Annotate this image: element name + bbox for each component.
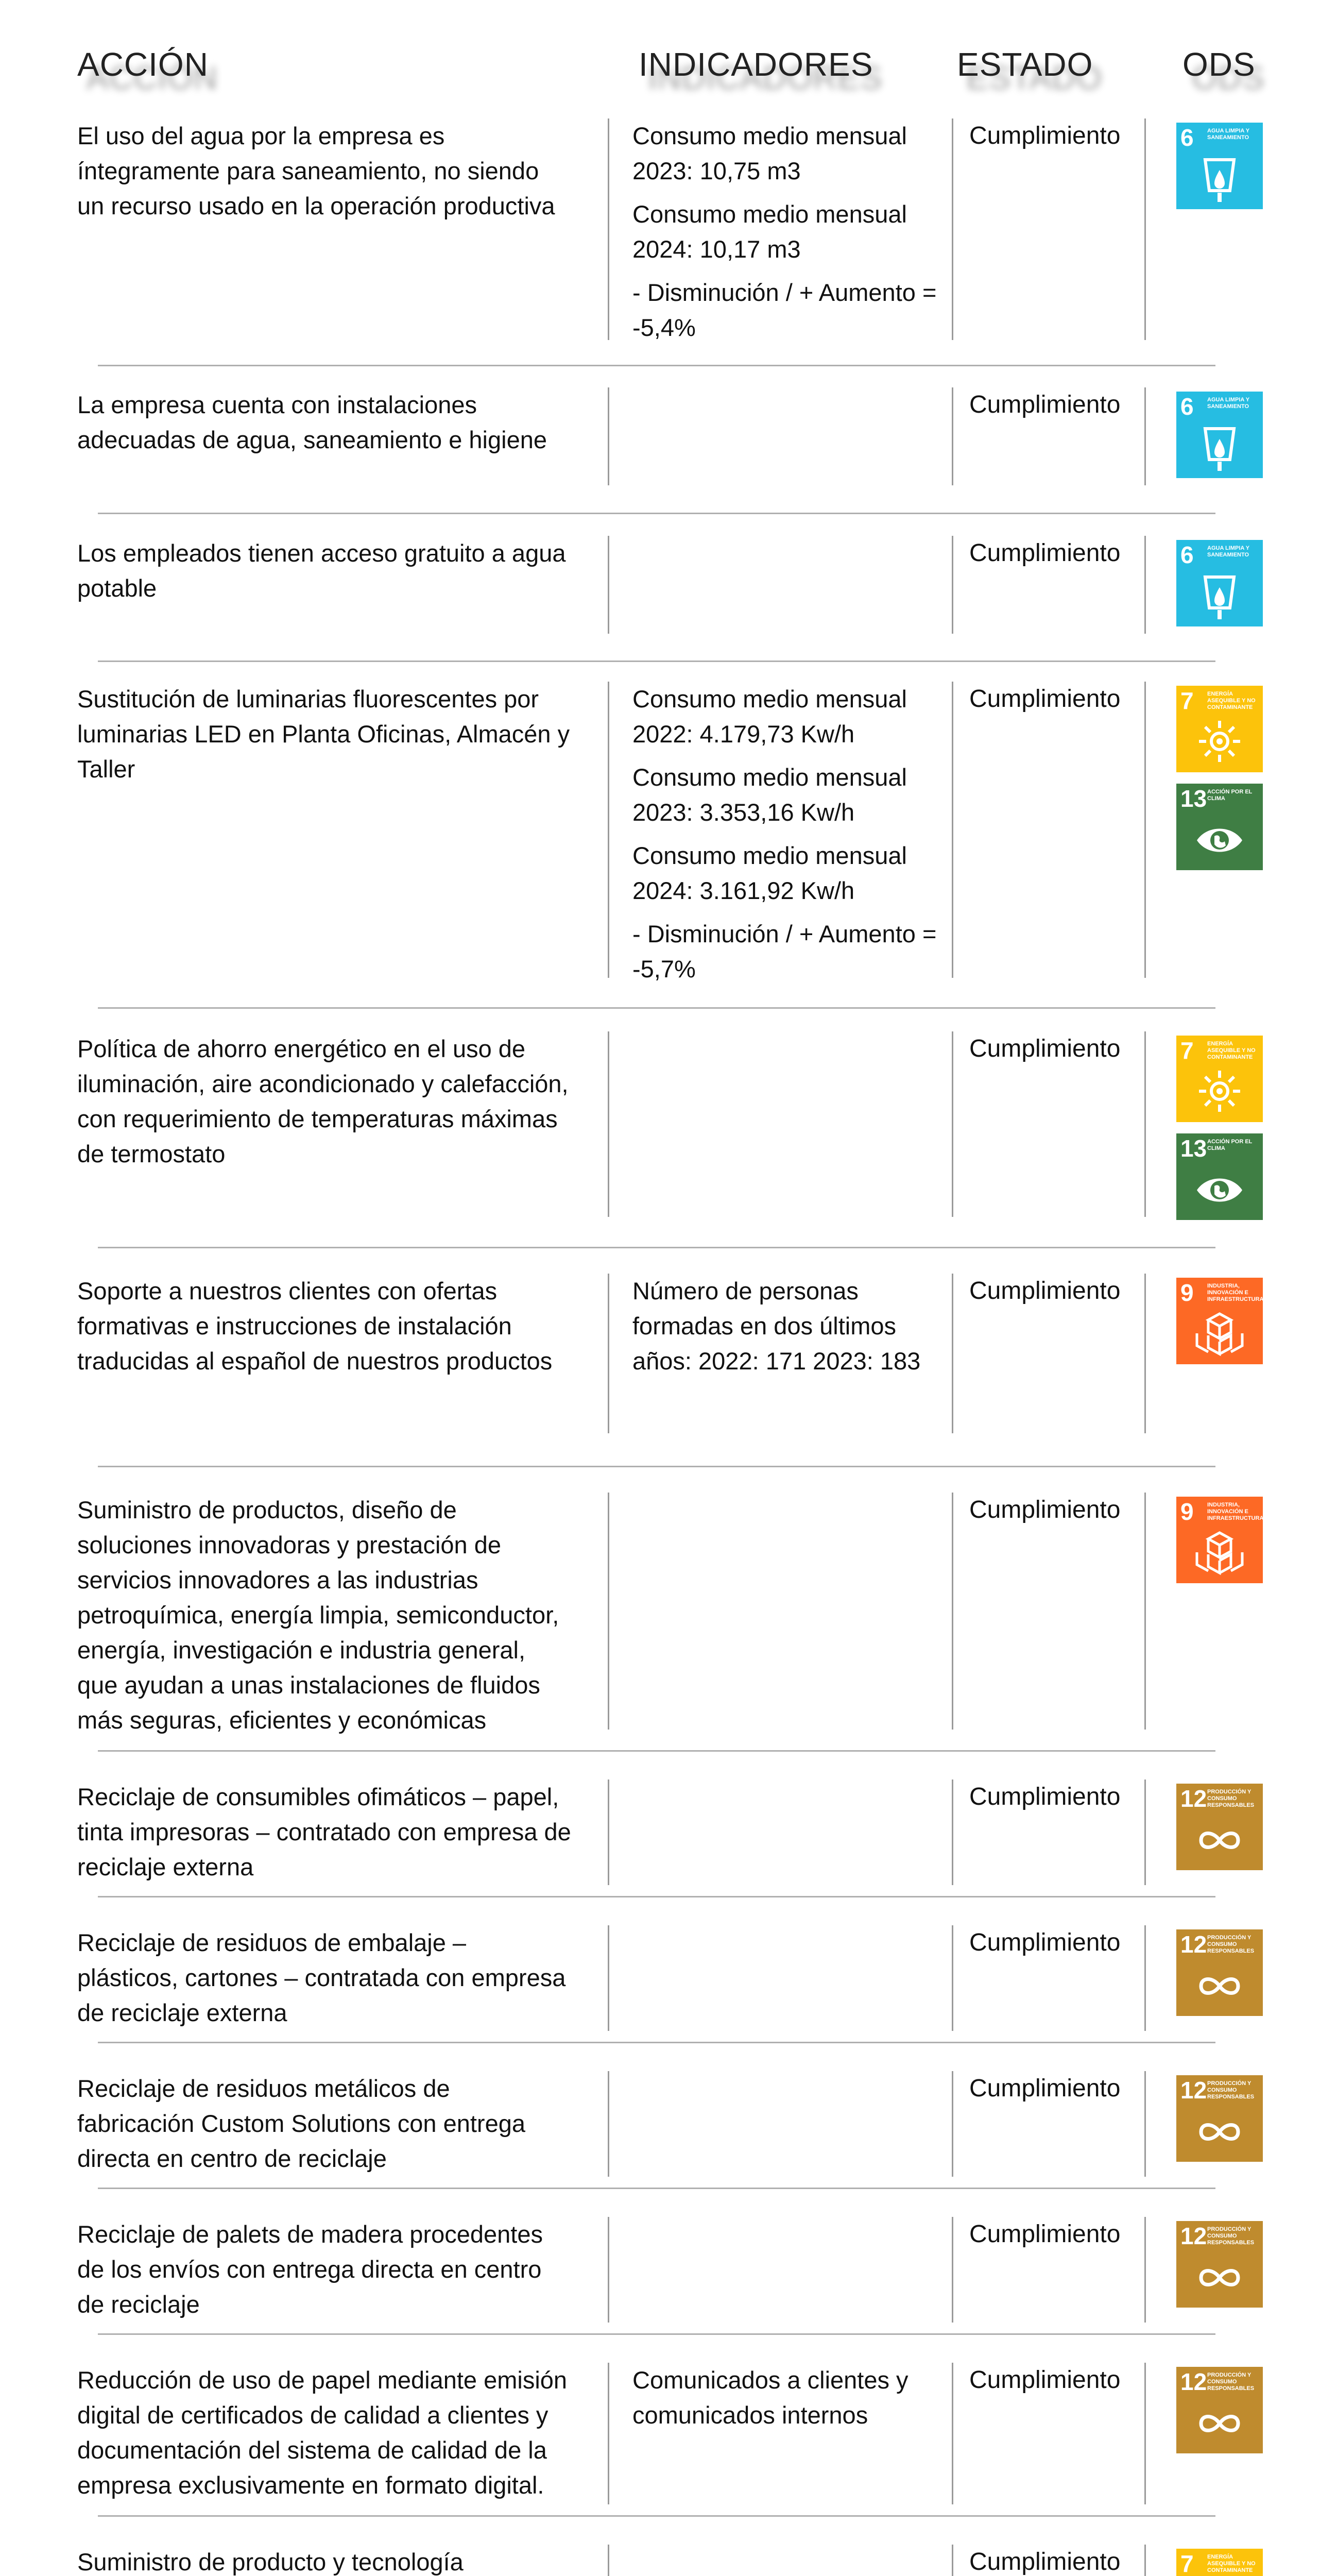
column-divider bbox=[952, 1925, 953, 2031]
column-divider bbox=[952, 1493, 953, 1730]
row-separator bbox=[98, 660, 1215, 662]
row-separator bbox=[98, 1247, 1215, 1248]
ods-icons bbox=[1176, 540, 1263, 638]
estado-text: Cumplimiento bbox=[969, 1496, 1121, 1523]
column-divider bbox=[952, 2071, 953, 2177]
ods-12-infinity-icon bbox=[1176, 1929, 1263, 2016]
column-divider bbox=[608, 2545, 609, 2576]
indicador-text: Consumo medio mensual 2022: 4.179,73 Kw/h bbox=[632, 685, 907, 748]
column-divider bbox=[1144, 536, 1146, 634]
ods-12-infinity-icon bbox=[1176, 2075, 1263, 2162]
indicadores-cell bbox=[632, 1274, 952, 1387]
ods-icons bbox=[1176, 1278, 1263, 1376]
column-divider bbox=[952, 2545, 953, 2576]
ods-number: 13 bbox=[1180, 785, 1207, 812]
indicador-text: Número de personas formadas en dos últimos años: 2022: 171 2023: 183 bbox=[632, 1277, 921, 1375]
ods-number: 7 bbox=[1180, 1037, 1194, 1064]
ods-label: INDUSTRIA, INNOVACIÓN E INFRAESTRUCTURA bbox=[1207, 1283, 1264, 1302]
row-separator bbox=[98, 2042, 1215, 2043]
estado-text: Cumplimiento bbox=[969, 2548, 1121, 2575]
column-divider bbox=[608, 536, 609, 634]
column-divider bbox=[1144, 387, 1146, 485]
row-separator bbox=[98, 2188, 1215, 2189]
ods-label: AGUA LIMPIA Y SANEAMIENTO bbox=[1207, 545, 1249, 558]
row-separator bbox=[98, 513, 1215, 514]
column-divider bbox=[1144, 1274, 1146, 1433]
estado-text: Cumplimiento bbox=[969, 1277, 1121, 1304]
column-divider bbox=[1144, 1493, 1146, 1730]
estado-text: Cumplimiento bbox=[969, 539, 1121, 567]
ods-icons bbox=[1176, 2075, 1263, 2173]
ods-number: 9 bbox=[1180, 1279, 1194, 1306]
accion-text: Suministro de producto y tecnología bbox=[77, 2548, 464, 2575]
estado-text: Cumplimiento bbox=[969, 1783, 1121, 1810]
column-divider bbox=[952, 118, 953, 340]
column-divider bbox=[608, 118, 609, 340]
estado-text: Cumplimiento bbox=[969, 391, 1121, 418]
indicadores-cell bbox=[632, 682, 952, 995]
ods-number: 12 bbox=[1180, 2368, 1207, 2395]
ods-number: 12 bbox=[1180, 2077, 1207, 2104]
indicador-text: - Disminución / + Aumento = -5,7% bbox=[632, 920, 937, 982]
column-divider bbox=[952, 1780, 953, 1885]
ods-6-water-drop-glass-icon bbox=[1176, 123, 1263, 209]
ods-6-water-drop-glass-icon bbox=[1176, 392, 1263, 478]
indicador-text: Consumo medio mensual 2023: 10,75 m3 bbox=[632, 122, 907, 184]
accion-text: Sustitución de luminarias fluorescentes por luminarias LED en Planta Oficinas, Almacén y Taller bbox=[77, 685, 570, 783]
ods-9-cubes-icon bbox=[1176, 1497, 1263, 1583]
ods-icons bbox=[1176, 2549, 1263, 2576]
ods-label: ACCIÓN POR EL CLIMA bbox=[1207, 789, 1253, 802]
estado-text: Cumplimiento bbox=[969, 1929, 1121, 1956]
table-row bbox=[77, 387, 1249, 485]
row-separator bbox=[98, 2515, 1215, 2517]
ods-label: INDUSTRIA, INNOVACIÓN E INFRAESTRUCTURA bbox=[1207, 1502, 1264, 1521]
column-divider bbox=[952, 2363, 953, 2504]
ods-12-infinity-icon bbox=[1176, 2367, 1263, 2453]
table-row bbox=[77, 536, 1249, 634]
row-separator bbox=[98, 1896, 1215, 1897]
header-ods: ODS bbox=[1182, 46, 1256, 83]
indicadores-cell bbox=[632, 118, 952, 353]
accion-text: Reciclaje de palets de madera procedentes de los envíos con entrega directa en centro de reciclaje bbox=[77, 2221, 543, 2318]
ods-number: 9 bbox=[1180, 1498, 1194, 1525]
ods-label: ENERGÍA ASEQUIBLE Y NO CONTAMINANTE bbox=[1207, 2554, 1256, 2573]
table-row bbox=[77, 1780, 1255, 1885]
column-divider bbox=[952, 1031, 953, 1217]
ods-label: PRODUCCIÓN Y CONSUMO RESPONSABLES bbox=[1207, 1935, 1255, 1954]
table-row bbox=[77, 2217, 1255, 2323]
accion-text: Suministro de productos, diseño de soluciones innovadoras y prestación de servicios innovadores a las industrias petroquímica, energía limpia, semiconductor, energía, investigación e industria general, que ayudan a unas instalaciones de fluidos más seguras, eficientes y económicas bbox=[77, 1496, 559, 1734]
ods-icons bbox=[1176, 2221, 1263, 2319]
accion-text: El uso del agua por la empresa es íntegramente para saneamiento, no siendo un recurso usado en la operación productiva bbox=[77, 122, 555, 219]
accion-text: Política de ahorro energético en el uso de iluminación, aire acondicionado y calefacción, con requerimiento de temperaturas máximas de termostato bbox=[77, 1035, 569, 1167]
row-separator bbox=[98, 1466, 1215, 1467]
column-divider bbox=[608, 2217, 609, 2323]
ods-number: 12 bbox=[1180, 1785, 1207, 1812]
column-divider bbox=[608, 387, 609, 485]
ods-7-sun-power-icon bbox=[1176, 686, 1263, 772]
indicador-text: Consumo medio mensual 2024: 10,17 m3 bbox=[632, 200, 907, 263]
column-divider bbox=[608, 2071, 609, 2177]
header-indicadores: INDICADORES bbox=[639, 46, 873, 83]
indicador-text: - Disminución / + Aumento = -5,4% bbox=[632, 279, 937, 341]
accion-text: Los empleados tienen acceso gratuito a agua potable bbox=[77, 539, 566, 602]
column-divider bbox=[1144, 1925, 1146, 2031]
column-divider bbox=[608, 1031, 609, 1217]
ods-label: PRODUCCIÓN Y CONSUMO RESPONSABLES bbox=[1207, 2226, 1255, 2246]
ods-label: AGUA LIMPIA Y SANEAMIENTO bbox=[1207, 128, 1249, 141]
column-divider bbox=[952, 1274, 953, 1433]
column-divider bbox=[1144, 118, 1146, 340]
table-row bbox=[77, 118, 1249, 341]
column-divider bbox=[1144, 2363, 1146, 2504]
table-row bbox=[77, 1925, 1255, 2031]
ods-9-cubes-icon bbox=[1176, 1278, 1263, 1364]
estado-text: Cumplimiento bbox=[969, 1035, 1121, 1062]
table-row bbox=[77, 1493, 1264, 1734]
ods-12-infinity-icon bbox=[1176, 1784, 1263, 1870]
ods-label: ACCIÓN POR EL CLIMA bbox=[1207, 1139, 1253, 1151]
ods-number: 6 bbox=[1180, 124, 1194, 151]
row-separator bbox=[98, 1750, 1215, 1752]
ods-label: PRODUCCIÓN Y CONSUMO RESPONSABLES bbox=[1207, 2372, 1255, 2392]
indicadores-cell bbox=[632, 2363, 952, 2441]
table-row bbox=[77, 1031, 1256, 1217]
column-divider bbox=[608, 2363, 609, 2504]
column-divider bbox=[1144, 1031, 1146, 1217]
ods-label: PRODUCCIÓN Y CONSUMO RESPONSABLES bbox=[1207, 1789, 1255, 1808]
accion-text: Soporte a nuestros clientes con ofertas formativas e instrucciones de instalación traducidas al español de nuestros productos bbox=[77, 1277, 553, 1375]
ods-icons bbox=[1176, 1497, 1263, 1595]
indicador-text: Consumo medio mensual 2024: 3.161,92 Kw/h bbox=[632, 842, 907, 904]
estado-text: Cumplimiento bbox=[969, 2221, 1121, 2248]
column-divider bbox=[952, 2217, 953, 2323]
ods-number: 13 bbox=[1180, 1135, 1207, 1162]
ods-icons bbox=[1176, 2367, 1263, 2465]
ods-icons bbox=[1176, 686, 1263, 882]
ods-7-sun-power-icon bbox=[1176, 2549, 1263, 2576]
header-accion: ACCIÓN bbox=[77, 46, 209, 83]
row-separator bbox=[98, 1007, 1215, 1009]
ods-13-earth-eye-icon bbox=[1176, 1133, 1263, 1220]
column-divider bbox=[1144, 682, 1146, 978]
table-row bbox=[77, 1274, 1264, 1433]
ods-number: 7 bbox=[1180, 687, 1194, 714]
ods-number: 6 bbox=[1180, 541, 1194, 568]
accion-text: Reducción de uso de papel mediante emisión digital de certificados de calidad a clientes y documentación del sistema de calidad de la empresa exclusivamente en formato digital. bbox=[77, 2366, 568, 2499]
ods-icons bbox=[1176, 123, 1263, 221]
ods-icons bbox=[1176, 392, 1263, 489]
column-divider bbox=[952, 536, 953, 634]
row-separator bbox=[98, 2333, 1215, 2335]
ods-number: 7 bbox=[1180, 2550, 1194, 2576]
estado-text: Cumplimiento bbox=[969, 2366, 1121, 2394]
table-row bbox=[77, 2545, 1256, 2576]
table-row bbox=[77, 2071, 1255, 2177]
ods-icons bbox=[1176, 1784, 1263, 1882]
ods-12-infinity-icon bbox=[1176, 2221, 1263, 2308]
ods-7-sun-power-icon bbox=[1176, 1036, 1263, 1122]
estado-text: Cumplimiento bbox=[969, 122, 1121, 149]
column-divider bbox=[608, 1925, 609, 2031]
ods-label: ENERGÍA ASEQUIBLE Y NO CONTAMINANTE bbox=[1207, 1041, 1256, 1060]
header-estado: ESTADO bbox=[957, 46, 1093, 83]
ods-number: 12 bbox=[1180, 2223, 1207, 2249]
ods-13-earth-eye-icon bbox=[1176, 784, 1263, 870]
accion-text: La empresa cuenta con instalaciones adecuadas de agua, saneamiento e higiene bbox=[77, 391, 547, 453]
column-divider bbox=[608, 1274, 609, 1433]
table-row bbox=[77, 682, 1256, 982]
accion-text: Reciclaje de consumibles ofimáticos – papel, tinta impresoras – contratado con empresa de reciclaje externa bbox=[77, 1783, 571, 1880]
ods-label: AGUA LIMPIA Y SANEAMIENTO bbox=[1207, 397, 1249, 410]
column-divider bbox=[952, 387, 953, 485]
table-row bbox=[77, 2363, 1255, 2504]
ods-label: ENERGÍA ASEQUIBLE Y NO CONTAMINANTE bbox=[1207, 691, 1256, 710]
column-divider bbox=[1144, 2071, 1146, 2177]
ods-label: PRODUCCIÓN Y CONSUMO RESPONSABLES bbox=[1207, 2080, 1255, 2100]
ods-6-water-drop-glass-icon bbox=[1176, 540, 1263, 626]
column-divider bbox=[608, 1780, 609, 1885]
column-divider bbox=[1144, 2545, 1146, 2576]
indicador-text: Comunicados a clientes y comunicados internos bbox=[632, 2366, 908, 2429]
column-divider bbox=[952, 682, 953, 978]
column-divider bbox=[1144, 1780, 1146, 1885]
accion-text: Reciclaje de residuos de embalaje – plásticos, cartones – contratada con empresa de reciclaje externa bbox=[77, 1929, 566, 2026]
column-divider bbox=[608, 682, 609, 978]
ods-number: 6 bbox=[1180, 393, 1194, 420]
column-divider bbox=[1144, 2217, 1146, 2323]
ods-icons bbox=[1176, 1036, 1263, 1231]
column-divider bbox=[608, 1493, 609, 1730]
ods-icons bbox=[1176, 1929, 1263, 2027]
ods-number: 12 bbox=[1180, 1931, 1207, 1958]
estado-text: Cumplimiento bbox=[969, 685, 1121, 713]
row-separator bbox=[98, 365, 1215, 366]
estado-text: Cumplimiento bbox=[969, 2075, 1121, 2102]
indicador-text: Consumo medio mensual 2023: 3.353,16 Kw/h bbox=[632, 764, 907, 826]
accion-text: Reciclaje de residuos metálicos de fabricación Custom Solutions con entrega directa en centro de reciclaje bbox=[77, 2075, 525, 2172]
